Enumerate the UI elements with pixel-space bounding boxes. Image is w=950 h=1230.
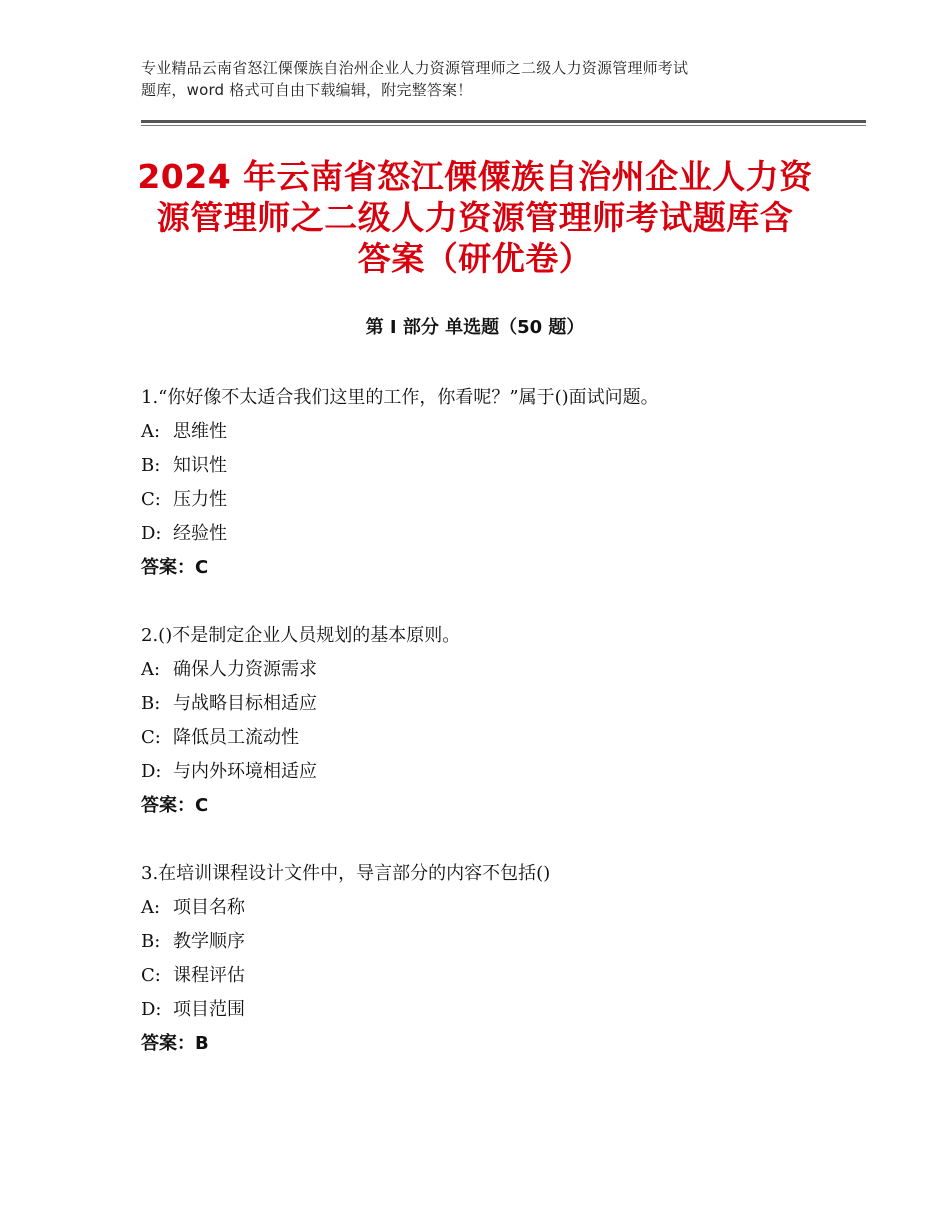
option-text: 知识性 xyxy=(173,455,227,476)
option-key: A: xyxy=(141,897,161,918)
question-list xyxy=(141,381,841,1095)
option-key: D: xyxy=(141,999,162,1020)
option-d xyxy=(141,517,841,551)
option-text: 思维性 xyxy=(173,421,227,442)
option-d xyxy=(141,755,841,789)
document-title-line-2: 源管理师之二级人力资源管理师考试题库含 xyxy=(156,198,794,237)
option-key: C: xyxy=(141,965,161,986)
header-note-line-1: 专业精品云南省怒江傈僳族自治州企业人力资源管理师之二级人力资源管理师考试 xyxy=(141,59,689,77)
answer-label: 答案：C xyxy=(141,557,209,578)
option-text: 降低员工流动性 xyxy=(173,727,299,748)
option-d xyxy=(141,993,841,1027)
option-text: 与战略目标相适应 xyxy=(173,693,317,714)
option-b xyxy=(141,925,841,959)
question-stem: 1.“你好像不太适合我们这里的工作，你看呢？”属于()面试问题。 xyxy=(141,387,659,408)
option-text: 压力性 xyxy=(173,489,227,510)
option-key: D: xyxy=(141,523,162,544)
answer-label: 答案：C xyxy=(141,795,209,816)
option-a xyxy=(141,653,841,687)
option-key: A: xyxy=(141,421,161,442)
question-stem: 2.()不是制定企业人员规划的基本原则。 xyxy=(141,625,461,646)
option-key: A: xyxy=(141,659,161,680)
option-text: 与内外环境相适应 xyxy=(173,761,317,782)
option-a xyxy=(141,891,841,925)
option-text: 项目范围 xyxy=(173,999,245,1020)
answer-label: 答案：B xyxy=(141,1033,209,1054)
header-divider-thin xyxy=(141,125,866,126)
option-c xyxy=(141,483,841,517)
option-c xyxy=(141,959,841,993)
question-1 xyxy=(141,381,841,585)
option-text: 确保人力资源需求 xyxy=(173,659,317,680)
option-text: 课程评估 xyxy=(173,965,245,986)
option-text: 经验性 xyxy=(173,523,227,544)
option-a xyxy=(141,415,841,449)
option-text: 项目名称 xyxy=(173,897,245,918)
header-note xyxy=(141,57,821,101)
document-title-line-1: 2024 年云南省怒江傈僳族自治州企业人力资 xyxy=(137,157,813,196)
option-key: D: xyxy=(141,761,162,782)
option-key: C: xyxy=(141,727,161,748)
option-b xyxy=(141,449,841,483)
section-title: 第 I 部分 单选题（50 题） xyxy=(365,317,585,338)
header-note-line-2: 题库，word 格式可自由下载编辑，附完整答案！ xyxy=(141,81,473,99)
document-title-line-3: 答案（研优卷） xyxy=(357,239,593,278)
option-key: C: xyxy=(141,489,161,510)
document-title xyxy=(120,156,830,279)
header-divider-thick xyxy=(141,120,866,123)
option-key: B: xyxy=(141,931,161,952)
option-text: 教学顺序 xyxy=(173,931,245,952)
option-c xyxy=(141,721,841,755)
option-key: B: xyxy=(141,693,161,714)
option-b xyxy=(141,687,841,721)
option-key: B: xyxy=(141,455,161,476)
question-3 xyxy=(141,857,841,1061)
question-2 xyxy=(141,619,841,823)
question-stem: 3.在培训课程设计文件中，导言部分的内容不包括() xyxy=(141,863,551,884)
